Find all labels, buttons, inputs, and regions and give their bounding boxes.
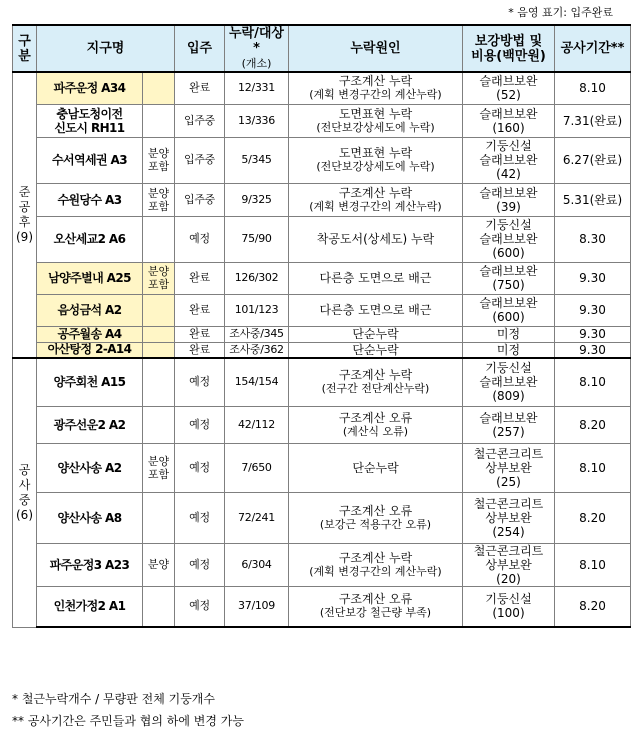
cause-detail: (계산식 오류): [342, 424, 409, 438]
site-name: 인천가정2 A1: [37, 586, 143, 627]
cause-cell: [289, 137, 463, 183]
method-line: (100): [492, 606, 525, 621]
presale-tag: 분양 포함: [143, 262, 175, 294]
missing-count: 9/325: [225, 183, 289, 216]
site-name: 양산사송 A2: [37, 443, 143, 492]
site-name: 양산사송 A8: [37, 492, 143, 543]
method-line: 미정: [496, 342, 521, 357]
cause-main: 도면표현 누락: [338, 106, 413, 121]
construction-period: 8.10: [555, 543, 631, 586]
cause-cell: [289, 543, 463, 586]
table-row: [13, 137, 631, 183]
method-line: 기둥신설: [485, 218, 532, 232]
table-row: [13, 342, 631, 358]
cause-main: 구조계산 누락: [338, 185, 413, 200]
method-cell: [463, 183, 555, 216]
method-line: 슬래브보완: [479, 264, 538, 278]
site-name: 양주회천 A15: [37, 358, 143, 406]
construction-period: 5.31(완료): [555, 183, 631, 216]
site-name: 파주운정3 A23: [37, 543, 143, 586]
missing-count: 75/90: [225, 216, 289, 262]
method-line: 기둥신설: [485, 361, 532, 376]
construction-period: 8.20: [555, 406, 631, 443]
cause-main: 단순누락: [352, 460, 399, 475]
cause-detail: (전구간 전단계산누락): [321, 382, 430, 396]
table-row: [13, 104, 631, 137]
method-cell: [463, 586, 555, 627]
cause-cell: [289, 262, 463, 294]
missing-count: 101/123: [225, 294, 289, 326]
site-name: 수원당수 A3: [37, 183, 143, 216]
site-name: 아산탕정 2-A14: [37, 342, 143, 358]
construction-period: 8.20: [555, 492, 631, 543]
cause-detail: (보강근 적용구간 오류): [319, 517, 432, 531]
cause-detail: (계획 변경구간의 계산누락): [309, 199, 442, 213]
method-line: 슬래브보완: [479, 106, 538, 121]
missing-count: 72/241: [225, 492, 289, 543]
table-row: [13, 406, 631, 443]
occupancy-status: 완료: [175, 342, 225, 358]
construction-period: 9.30: [555, 342, 631, 358]
cause-cell: [289, 104, 463, 137]
presale-tag: 분양: [143, 543, 175, 586]
cause-cell: [289, 72, 463, 104]
method-line: 철근콘크리트: [473, 446, 544, 461]
cause-main: 단순누락: [352, 342, 399, 357]
missing-count: 13/336: [225, 104, 289, 137]
method-line: 슬래브보완: [479, 410, 538, 425]
cause-cell: [289, 406, 463, 443]
data-table: [12, 24, 631, 628]
method-line: (600): [492, 310, 525, 324]
cause-detail: (전단보강상세도에 누락): [316, 160, 435, 173]
occupancy-status: 입주중: [175, 104, 225, 137]
missing-count: 12/331: [225, 72, 289, 104]
method-line: 슬래브보완: [479, 185, 538, 200]
presale-tag: [143, 586, 175, 627]
presale-tag: [143, 492, 175, 543]
construction-period: 8.10: [555, 72, 631, 104]
cause-cell: [289, 443, 463, 492]
cause-main: 구조계산 누락: [338, 74, 413, 89]
presale-tag: [143, 326, 175, 342]
cause-detail: (계획 변경구간의 계산누락): [309, 564, 442, 578]
method-cell: [463, 543, 555, 586]
method-line: 상부보완: [485, 510, 532, 525]
missing-count: 126/302: [225, 262, 289, 294]
site-name: 공주월송 A4: [37, 326, 143, 342]
cause-main: 구조계산 오류: [338, 410, 413, 425]
header-occupancy: 입주: [175, 25, 225, 72]
cause-cell: [289, 326, 463, 342]
method-line: 슬래브보완: [479, 296, 538, 310]
method-cell: [463, 137, 555, 183]
cause-main: 구조계산 오류: [338, 503, 413, 518]
header-site: 지구명: [37, 25, 175, 72]
cause-main: 단순누락: [352, 327, 399, 341]
construction-period: 9.30: [555, 326, 631, 342]
header-cause: 누락원인: [289, 25, 463, 72]
site-name: 충남도청이전 신도시 RH11: [37, 104, 143, 137]
occupancy-status: 완료: [175, 294, 225, 326]
method-cell: [463, 443, 555, 492]
method-cell: [463, 294, 555, 326]
method-cell: [463, 492, 555, 543]
site-name: 음성금석 A2: [37, 294, 143, 326]
missing-count: 154/154: [225, 358, 289, 406]
legend-note: * 음영 표기: 입주완료: [508, 6, 613, 19]
site-name: 파주운정 A34: [37, 72, 143, 104]
missing-count: 7/650: [225, 443, 289, 492]
occupancy-status: 예정: [175, 543, 225, 586]
table-row: [13, 326, 631, 342]
construction-period: 8.20: [555, 586, 631, 627]
construction-period: 9.30: [555, 294, 631, 326]
method-cell: [463, 72, 555, 104]
presale-tag: [143, 406, 175, 443]
occupancy-status: 예정: [175, 358, 225, 406]
presale-tag: [143, 294, 175, 326]
method-line: (600): [492, 246, 525, 260]
table-row: [13, 216, 631, 262]
method-line: (20): [496, 571, 521, 586]
table-row: [13, 492, 631, 543]
table-row: [13, 543, 631, 586]
cause-cell: [289, 216, 463, 262]
method-line: 슬래브보완: [479, 74, 538, 89]
table-row: [13, 443, 631, 492]
cause-cell: [289, 586, 463, 627]
header-method: 보강방법 및 비용(백만원): [463, 25, 555, 72]
construction-period: 9.30: [555, 262, 631, 294]
cause-cell: [289, 492, 463, 543]
cause-detail: (계획 변경구간의 계산누락): [309, 88, 442, 102]
footnote-1: * 철근누락개수 / 무량판 전체 기둥개수: [12, 692, 215, 706]
site-name: 수서역세권 A3: [37, 137, 143, 183]
method-line: 철근콘크리트: [473, 496, 544, 511]
missing-count: 37/109: [225, 586, 289, 627]
method-cell: [463, 342, 555, 358]
method-line: (160): [492, 120, 525, 135]
group-label: 공 사 중 (6): [13, 358, 37, 627]
construction-period: 6.27(완료): [555, 137, 631, 183]
presale-tag: 분양 포함: [143, 183, 175, 216]
occupancy-status: 예정: [175, 492, 225, 543]
occupancy-status: 완료: [175, 326, 225, 342]
method-line: 슬래브보완: [479, 375, 538, 390]
presale-tag: 분양 포함: [143, 443, 175, 492]
missing-count: 5/345: [225, 137, 289, 183]
table-row: [13, 294, 631, 326]
method-cell: [463, 406, 555, 443]
cause-main: 구조계산 누락: [338, 368, 413, 383]
cause-cell: [289, 342, 463, 358]
method-line: (257): [492, 424, 525, 439]
missing-count: 조사중/345: [225, 326, 289, 342]
cause-main: 도면표현 누락: [338, 146, 413, 160]
method-cell: [463, 358, 555, 406]
presale-tag: [143, 342, 175, 358]
missing-count: 42/112: [225, 406, 289, 443]
method-cell: [463, 262, 555, 294]
method-line: 슬래브보완: [479, 153, 538, 167]
method-line: 상부보완: [485, 460, 532, 475]
cause-detail: (전단보강상세도에 누락): [316, 120, 435, 134]
method-line: 슬래브보완: [479, 232, 538, 246]
cause-main: 다른층 도면으로 배근: [319, 303, 432, 317]
method-line: (254): [492, 524, 525, 539]
method-line: 미정: [496, 327, 521, 341]
method-line: 상부보완: [485, 557, 532, 572]
presale-tag: [143, 104, 175, 137]
construction-period: 8.10: [555, 443, 631, 492]
method-cell: [463, 326, 555, 342]
presale-tag: [143, 358, 175, 406]
method-line: (52): [496, 88, 521, 103]
cause-main: 다른층 도면으로 배근: [319, 271, 432, 285]
site-name: 남양주별내 A25: [37, 262, 143, 294]
method-line: 기둥신설: [485, 592, 532, 607]
table-row: [13, 262, 631, 294]
table-row: [13, 358, 631, 406]
method-cell: [463, 216, 555, 262]
presale-tag: 분양 포함: [143, 137, 175, 183]
group-label: 준 공 후 (9): [13, 72, 37, 358]
method-line: 기둥신설: [485, 139, 532, 153]
occupancy-status: 완료: [175, 262, 225, 294]
occupancy-status: 예정: [175, 216, 225, 262]
occupancy-status: 입주중: [175, 183, 225, 216]
cause-cell: [289, 294, 463, 326]
site-name: 오산세교2 A6: [37, 216, 143, 262]
construction-period: 8.30: [555, 216, 631, 262]
table-row: [13, 586, 631, 627]
cause-main: 구조계산 누락: [338, 550, 413, 565]
cause-detail: (전단보강 철근량 부족): [319, 606, 432, 620]
table-row: [13, 72, 631, 104]
construction-period: 8.10: [555, 358, 631, 406]
occupancy-status: 예정: [175, 586, 225, 627]
cause-main: 구조계산 오류: [338, 592, 413, 607]
method-line: (39): [496, 199, 521, 214]
presale-tag: [143, 216, 175, 262]
header-period: 공사기간**: [555, 25, 631, 72]
method-line: (42): [496, 167, 521, 181]
missing-count: 6/304: [225, 543, 289, 586]
footnote-2: ** 공사기간은 주민들과 협의 하에 변경 가능: [12, 714, 244, 728]
cause-main: 착공도서(상세도) 누락: [316, 232, 435, 246]
cause-cell: [289, 358, 463, 406]
presale-tag: [143, 72, 175, 104]
occupancy-status: 예정: [175, 443, 225, 492]
method-line: (809): [492, 389, 525, 404]
occupancy-status: 완료: [175, 72, 225, 104]
site-name: 광주선운2 A2: [37, 406, 143, 443]
method-line: 철근콘크리트: [473, 543, 544, 558]
construction-period: 7.31(완료): [555, 104, 631, 137]
header-group: 구 분: [13, 25, 37, 72]
cause-cell: [289, 183, 463, 216]
method-cell: [463, 104, 555, 137]
occupancy-status: 입주중: [175, 137, 225, 183]
method-line: (25): [496, 474, 521, 489]
header-count: 누락/대상* (개소): [225, 25, 289, 72]
method-line: (750): [492, 278, 525, 292]
occupancy-status: 예정: [175, 406, 225, 443]
table-row: [13, 183, 631, 216]
missing-count: 조사중/362: [225, 342, 289, 358]
